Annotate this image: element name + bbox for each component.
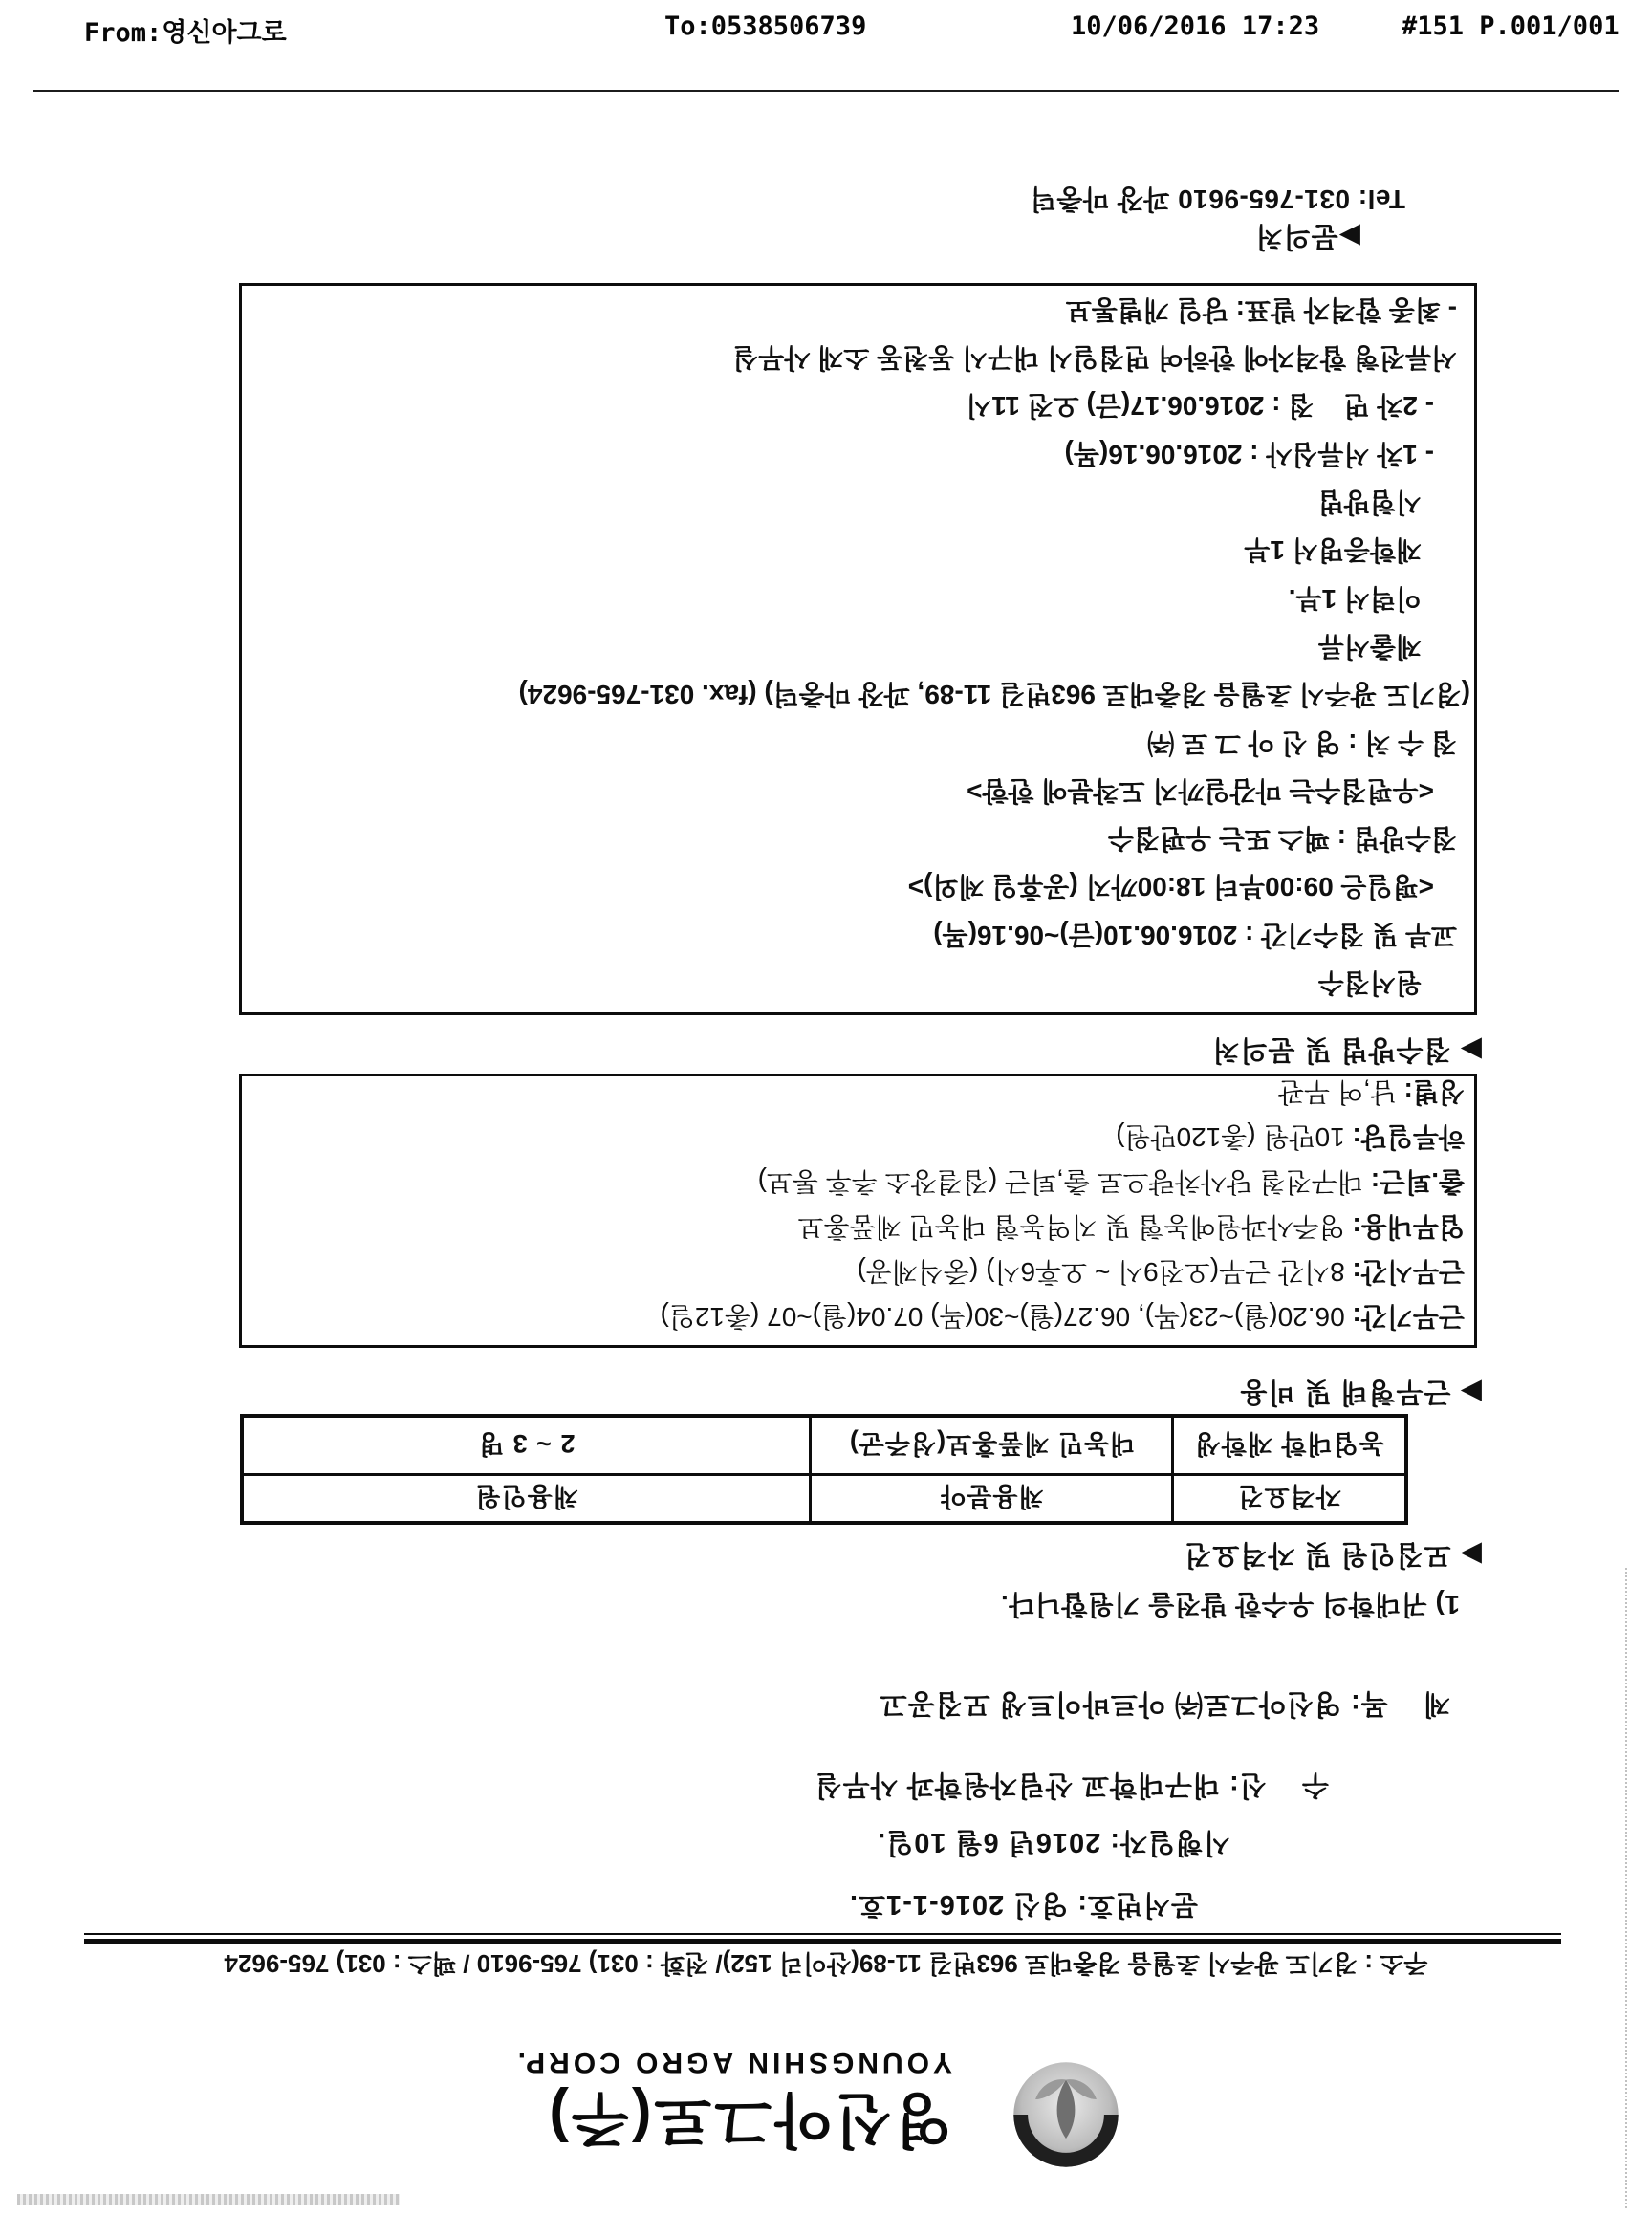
company-logo-text xyxy=(514,2046,952,2167)
fax-transmission-header xyxy=(0,11,1652,50)
apply-method-line: 접수방법 : 팩스 또는 우편접수 xyxy=(1107,824,1457,855)
gender-label: 성별: xyxy=(1403,1077,1465,1107)
issue-date: 시행일자: 2016년 6월 10일. xyxy=(877,1827,1230,1857)
work-hours-value: 8시간 근무(오전9시 ~ 오후6시) (중식제공) xyxy=(857,1257,1353,1287)
apply-period-line: 교부 및 접수기간 : 2016.06.10(금)~06.16(목) xyxy=(933,920,1457,950)
company-name-kr: 영신아그로(주) xyxy=(546,2086,952,2152)
fax-page-counter: #151 P.001/001 xyxy=(1402,11,1619,41)
fax-header-divider xyxy=(33,90,1619,92)
section-title-apply: ▶ 접수방법 및 문의처 xyxy=(1211,1034,1482,1065)
cell-headcount: 2 ~ 3 명 xyxy=(242,1416,811,1475)
contact-tel-line: Tel: 031-765-9610 과장 마충덕 xyxy=(1030,185,1405,214)
apply-address-name-line: 접 수 처 : 영 신 아 그 로 ㈜ xyxy=(1147,727,1457,758)
fax-from: From:영신아그로 xyxy=(84,18,287,48)
work-period-value: 06.20(월)~23(목), 06.27(월)~30(목) 07.04(월)~07 (총12일) xyxy=(660,1302,1353,1332)
apply-enrollment-cert-line: 재학증명서 1부 xyxy=(1244,535,1422,566)
fax-to: To:0538506739 xyxy=(664,11,867,41)
subject-line: 제 목: 영신아그로㈜ 아르바이트생 모집공고 xyxy=(879,1688,1450,1719)
work-hours-label: 근무시간: xyxy=(1352,1257,1465,1287)
commute-line xyxy=(246,1158,1465,1203)
apply-subheader-exam: 시험방법 xyxy=(1317,488,1422,518)
fax-datetime: 10/06/2016 17:23 xyxy=(1071,11,1320,41)
greeting-line: 1) 귀대학의 우수한 발전을 기원합니다. xyxy=(1000,1590,1460,1619)
gender-line xyxy=(246,1068,1465,1113)
apply-address-detail-line: (경기도 광주시 초월읍 경충대로 963번길 11-89, 과장 마충덕) (fax. 031-765-9624) xyxy=(518,680,1470,710)
section-title-recruit: ▶ 모집인원 및 자격요건 xyxy=(1184,1539,1482,1570)
recipient-line: 수 신: 대구대학교 산림자원학과 사무실 xyxy=(814,1770,1329,1800)
apply-interview-location-line: 서류전형 합격자에 한하여 면접일시 대구시 동천동 소재 사무실 xyxy=(732,343,1457,374)
commute-value: 대구전철 당사차량으로 출,퇴근 (집결장소 추후 통보) xyxy=(757,1167,1371,1197)
rotated-document xyxy=(0,96,1652,2215)
apply-mail-note-line: <우편접수는 마감일까지 도착분에 한함> xyxy=(967,775,1434,806)
application-box xyxy=(239,283,1477,1015)
work-period-line xyxy=(246,1292,1465,1337)
apply-weekday-hours-line: <평일은 09:00부터 18:00까지 (공휴일 제외)> xyxy=(907,872,1434,902)
cell-qualification: 농업대학 재학생 xyxy=(1173,1416,1406,1475)
section-title-work: ▶ 근무형태 및 비용 xyxy=(1239,1377,1482,1407)
work-hours-line xyxy=(246,1248,1465,1292)
apply-final-result-line: - 최종 합격자 발표: 당일 개별통보 xyxy=(1065,294,1457,325)
apply-resume-line: 이력서 1부. xyxy=(1288,583,1422,614)
work-conditions-box xyxy=(239,1074,1477,1348)
work-duty-value: 영주사과원예농협 및 지역농협 대농민 제품홍보 xyxy=(797,1212,1353,1242)
scan-edge-artifact xyxy=(1625,1568,1627,2208)
gender-value: 남,여 무관 xyxy=(1278,1077,1404,1107)
daily-pay-value: 10만원 (총120만원) xyxy=(1116,1122,1353,1152)
company-emblem-icon xyxy=(1011,2060,1120,2169)
cell-field: 대농민 제품홍보(성주군) xyxy=(811,1416,1173,1475)
col-header-field: 채용분야 xyxy=(811,1475,1173,1523)
work-period-label: 근무기간: xyxy=(1352,1302,1465,1332)
col-header-headcount: 채용인원 xyxy=(242,1475,811,1523)
apply-interview-line: - 2차 면 접 : 2016.06.17(금) 오전 11시 xyxy=(966,391,1434,422)
recruit-table xyxy=(240,1414,1408,1525)
work-duty-line xyxy=(246,1203,1465,1248)
section-title-contact: ▶문의처 xyxy=(1254,221,1360,251)
daily-pay-line xyxy=(246,1113,1465,1158)
scan-smudge-artifact xyxy=(17,2194,400,2205)
apply-subheader-registration: 원서접수 xyxy=(1317,968,1422,998)
table-row xyxy=(242,1416,1406,1475)
letterhead-address: 주소 : 경기도 광주시 초월읍 경충대로 963번길 11-89(산이리 152)/ 전화 : 031) 765-9610 / 팩스 : 031) 765-9624 xyxy=(224,1949,1428,1978)
col-header-qualification: 자격요건 xyxy=(1173,1475,1406,1523)
table-header-row xyxy=(242,1475,1406,1523)
commute-label: 출.퇴근: xyxy=(1370,1167,1465,1197)
doc-number: 문서번호: 영신 2016-1-1호. xyxy=(848,1889,1198,1920)
company-name-en: YOUNGSHIN AGRO CORP. xyxy=(513,2047,952,2078)
daily-pay-label: 하루일당: xyxy=(1352,1122,1465,1152)
work-duty-label: 업무내용: xyxy=(1352,1212,1465,1242)
apply-subheader-documents: 제출서류 xyxy=(1317,631,1422,662)
letterhead-divider xyxy=(84,1933,1561,1944)
apply-first-screening-line: - 1차 서류심사 : 2016.06.16(목) xyxy=(1064,439,1434,469)
